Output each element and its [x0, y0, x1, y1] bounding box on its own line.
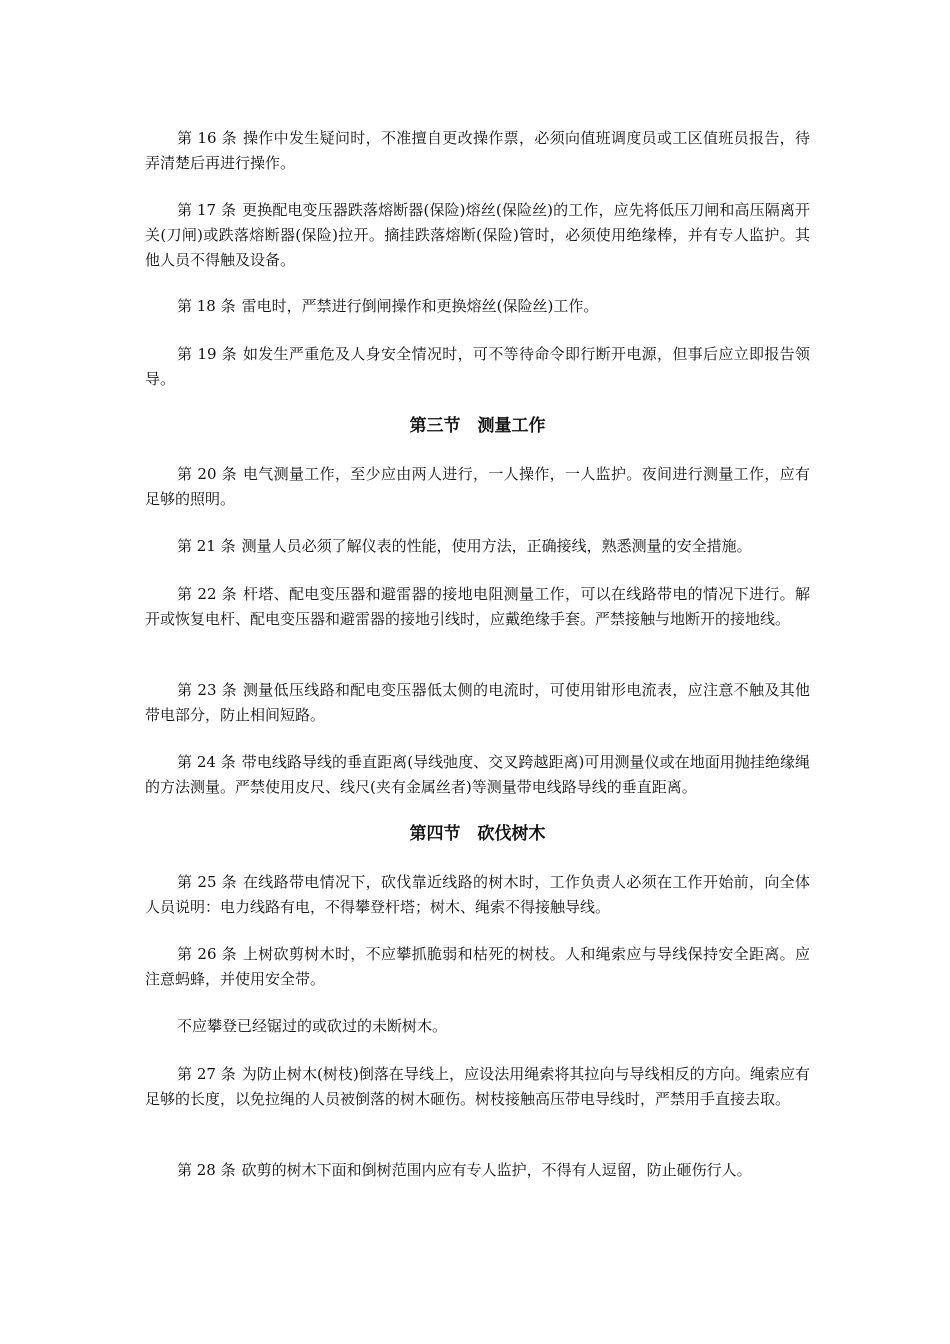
article-17	[145, 198, 810, 273]
article-23	[145, 678, 810, 728]
article-text: 测量人员必须了解仪表的性能，使用方法，正确接线，熟悉测量的安全措施。	[241, 537, 752, 555]
article-number: 第 27 条	[177, 1065, 236, 1083]
article-25	[145, 870, 810, 920]
article-19	[145, 342, 810, 392]
article-text: 在线路带电情况下，砍伐靠近线路的树木时，工作负责人必须在工作开始前，向全体人员说明：电力线路有电，不得攀登杆塔；树木、绳索不得接触导线。	[145, 873, 810, 916]
article-20	[145, 462, 810, 512]
article-number: 第 26 条	[177, 945, 237, 963]
article-number: 第 18 条	[177, 297, 236, 315]
article-number: 第 16 条	[177, 129, 237, 147]
article-text: 操作中发生疑问时，不准擅自更改操作票，必须向值班调度员或工区值班员报告，待弄清楚后再进行操作。	[145, 129, 810, 172]
article-text: 雷电时，严禁进行倒闸操作和更换熔丝(保险丝)工作。	[241, 297, 599, 315]
article-number: 第 24 条	[177, 753, 236, 771]
article-22	[145, 582, 810, 632]
article-26-note: 不应攀登已经锯过的或砍过的未断树木。	[177, 1017, 448, 1035]
article-number: 第 23 条	[177, 681, 237, 699]
article-18	[145, 294, 810, 319]
article-number: 第 17 条	[177, 201, 237, 219]
article-number: 第 28 条	[177, 1161, 236, 1179]
article-text: 更换配电变压器跌落熔断器(保险)熔丝(保险丝)的工作，应先将低压刀闸和高压隔离开关(刀闸)或跌落熔断器(保险)拉开。摘挂跌落熔断(保险)管时，必须使用绝缘棒，并有专人监护。其他人员不得触及设备。	[145, 201, 810, 269]
article-26	[145, 942, 810, 992]
article-text: 如发生严重危及人身安全情况时，可不等待命令即行断开电源，但事后应立即报告领导。	[145, 345, 810, 388]
article-text: 带电线路导线的垂直距离(导线弛度、交叉跨越距离)可用测量仪或在地面用抛挂绝缘绳的方法测量。严禁使用皮尺、线尺(夹有金属丝者)等测量带电线路导线的垂直距离。	[145, 753, 810, 796]
article-16	[145, 126, 810, 176]
article-number: 第 25 条	[177, 873, 237, 891]
article-28	[145, 1158, 810, 1183]
article-number: 第 21 条	[177, 537, 236, 555]
article-text: 上树砍剪树木时，不应攀抓脆弱和枯死的树枝。人和绳索应与导线保持安全距离。应注意蚂蜂，并使用安全带。	[145, 945, 810, 988]
article-number: 第 22 条	[177, 585, 237, 603]
article-number: 第 19 条	[177, 345, 237, 363]
article-text: 为防止树木(树枝)倒落在导线上，应设法用绳索将其拉向与导线相反的方向。绳索应有足够的长度，以免拉绳的人员被倒落的树木砸伤。树枝接触高压带电导线时，严禁用手直接去取。	[145, 1065, 810, 1108]
article-text: 杆塔、配电变压器和避雷器的接地电阻测量工作，可以在线路带电的情况下进行。解开或恢复电杆、配电变压器和避雷器的接地引线时，应戴绝缘手套。严禁接触与地断开的接地线。	[145, 585, 810, 628]
article-text: 电气测量工作，至少应由两人进行，一人操作，一人监护。夜间进行测量工作，应有足够的照明。	[145, 465, 810, 508]
article-text: 砍剪的树木下面和倒树范围内应有专人监护，不得有人逗留，防止砸伤行人。	[241, 1161, 752, 1179]
article-text: 测量低压线路和配电变压器低太侧的电流时，可使用钳形电流表，应注意不触及其他带电部分，防止相间短路。	[145, 681, 810, 724]
section-4-heading: 第四节 砍伐树木	[409, 824, 546, 844]
article-27	[145, 1062, 810, 1112]
article-number: 第 20 条	[177, 465, 237, 483]
article-24	[145, 750, 810, 800]
section-3-heading: 第三节 测量工作	[409, 416, 546, 436]
article-21	[145, 534, 810, 559]
